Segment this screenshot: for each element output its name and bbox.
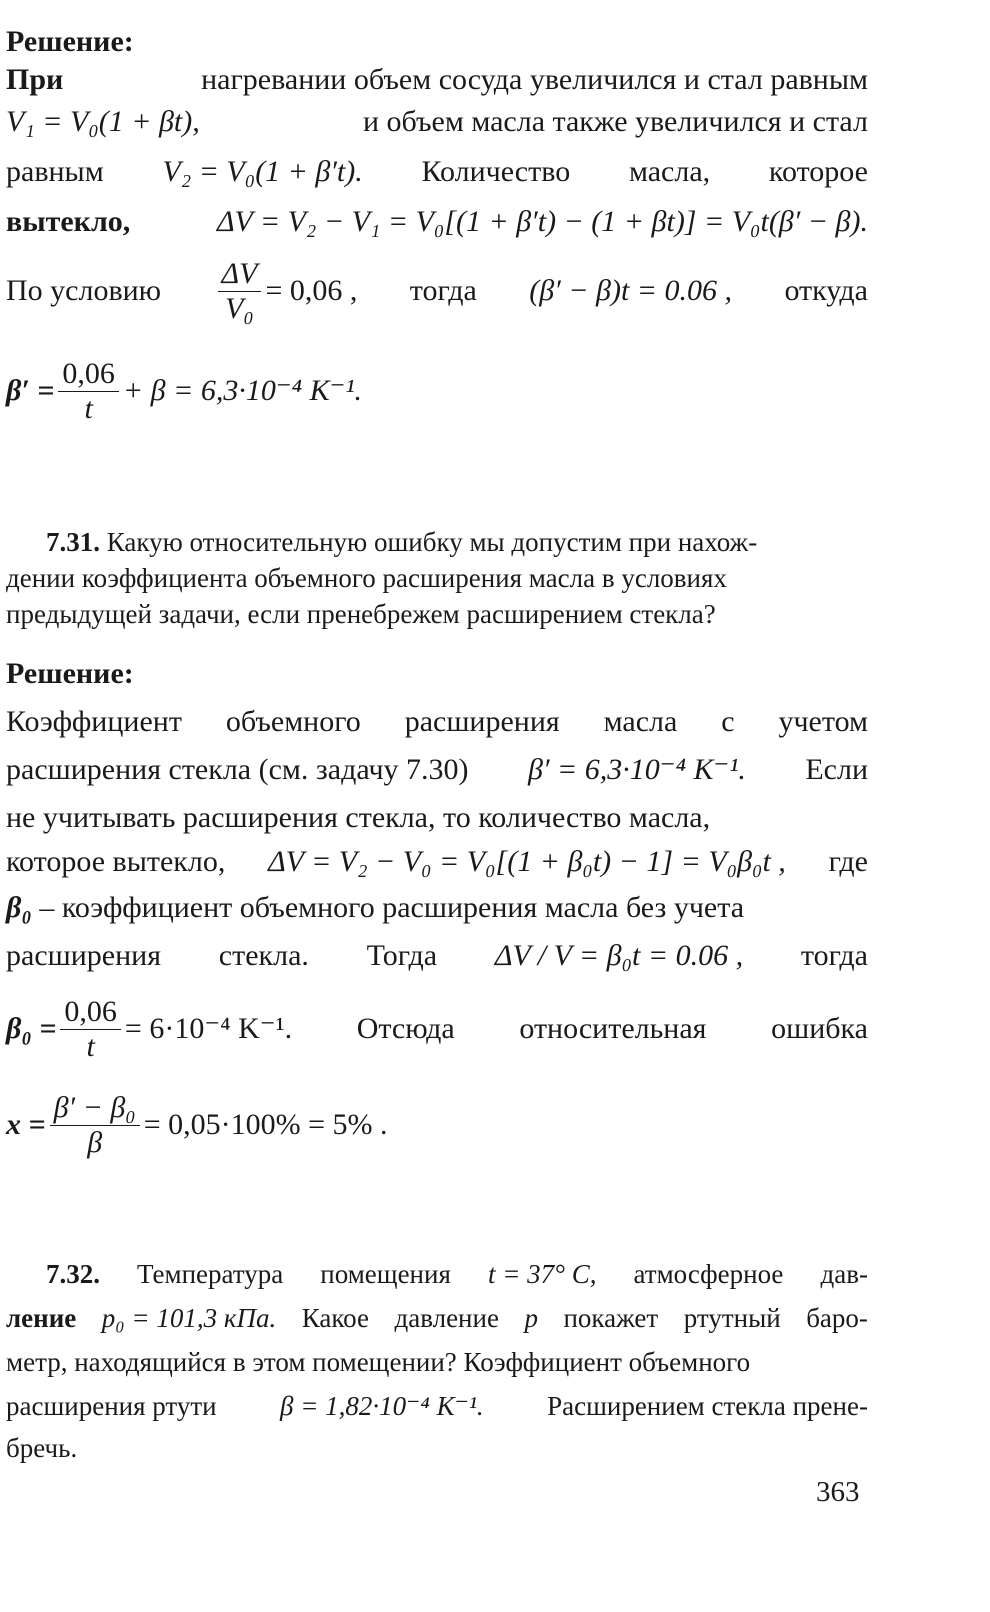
solution-heading-2: Решение: <box>6 657 134 690</box>
problem-7-31-line-1: 7.31. Какую относительную ошибку мы допустим при нахож- <box>46 527 758 557</box>
solution1-line-6: β′ = $\frac{0,06}{t}$ + β = 6,3·10⁻⁴ K⁻¹. <box>6 356 362 425</box>
solution2-line-6: расширения стекла. Тогда ΔV / V = β₀t = 0.06 , тогда <box>6 939 868 972</box>
problem-7-32-line-4: расширения ртути β = 1,82·10⁻⁴ K⁻¹. Расширением стекла прене- <box>6 1391 868 1421</box>
solution1-line-5: По условию $\frac{\Delta V}{\text{V₀}}$ = 0,06 , тогда (β′ − β)t = 0.06 , откуда <box>6 256 868 325</box>
fraction-relative-error: $\frac{\text{β′ − β₀}}{\beta}$ <box>50 1091 140 1160</box>
solution2-line-2: расширения стекла (см. задачу 7.30) β′ = 6,3·10⁻⁴ K⁻¹. Если <box>6 753 868 786</box>
solution1-line-1: При нагревании объем сосуда увеличился и стал равным <box>6 63 868 96</box>
problem-7-31-line-3: предыдущей задачи, если пренебрежем расширением стекла? <box>6 599 716 629</box>
problem-7-32-line-2: ление p₀ = 101,3 кПа. Какое давление p покажет ртутный баро- <box>6 1303 868 1333</box>
fraction-006-t: $\frac{0,06}{t}$ <box>58 357 119 426</box>
solution2-line-1: Коэффициент объемного расширения масла с учетом <box>6 705 868 738</box>
problem-number: 7.31. <box>46 527 100 557</box>
fraction-dv-v0: $\frac{\Delta V}{\text{V₀}}$ <box>218 257 262 326</box>
solution2-line-5: β₀ – коэффициент объемного расширения масла без учета <box>6 891 745 924</box>
solution1-line-2: V₁ = V₀(1 + βt), и объем масла также увеличился и стал <box>6 105 868 138</box>
solution2-line-3: не учитывать расширения стекла, то количество масла, <box>6 801 711 834</box>
solution1-line-4: вытекло, ΔV = V₂ − V₁ = V₀[(1 + β′t) − (1 + βt)] = V₀t(β′ − β). <box>6 205 868 238</box>
solution1-line-3: равным V₂ = V₀(1 + β′t). Количество масла, которое <box>6 155 868 188</box>
problem-number-2: 7.32. <box>46 1259 100 1289</box>
problem-7-31-line-2: дении коэффициента объемного расширения масла в условиях <box>6 563 727 593</box>
solution2-line-4: которое вытекло, ΔV = V₂ − V₀ = V₀[(1 + β₀t) − 1] = V₀β₀t , где <box>6 845 868 878</box>
solution2-line-8: x = $\frac{\text{β′ − β₀}}{\beta}$ = 0,05·100% = 5% . <box>6 1090 388 1159</box>
problem-7-32-line-5: бречь. <box>6 1433 78 1463</box>
fraction-006-t-2: $\frac{0,06}{t}$ <box>60 995 121 1064</box>
problem-7-32-line-3: метр, находящийся в этом помещении? Коэффициент объемного <box>6 1347 751 1377</box>
solution-heading-1: Решение: <box>6 25 134 58</box>
problem-7-32-line-1: 7.32. Температура помещения t = 37° C, атмосферное дав- <box>46 1256 868 1292</box>
solution2-line-7: β₀ = $\frac{0,06}{t}$ = 6·10⁻⁴ K⁻¹. Отсюда относительная ошибка <box>6 994 868 1063</box>
page-number: 363 <box>816 1476 860 1508</box>
